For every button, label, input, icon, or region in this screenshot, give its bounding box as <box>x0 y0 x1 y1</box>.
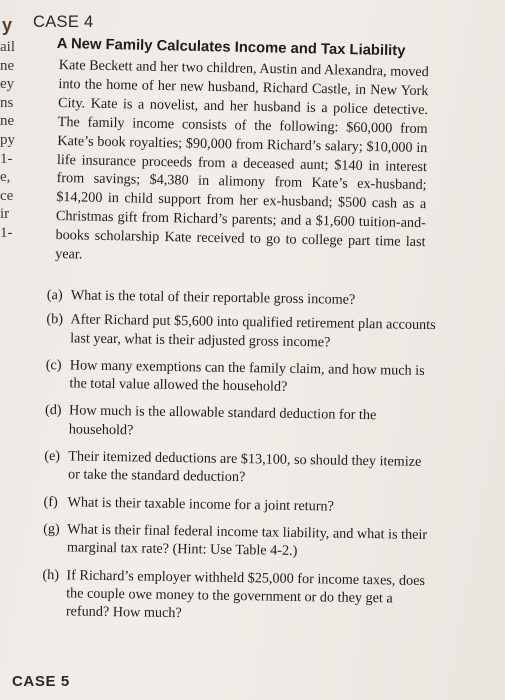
margin-fragment: py <box>0 131 15 148</box>
question-item <box>42 566 433 627</box>
question-label: (c) <box>45 356 62 374</box>
question-text: Their itemized deductions are $13,100, so should they itemize or take the standard deduction? <box>67 448 422 486</box>
question-label: (f) <box>43 493 58 510</box>
question-text: How many exemptions can the family claim, and how much is the total value allowed the household? <box>69 357 425 395</box>
question-text: If Richard’s employer withheld $25,000 for income taxes, does the couple owe money to the government or do they get a refund? How much? <box>65 566 426 622</box>
question-label: (g) <box>43 520 60 538</box>
margin-fragment: ne <box>0 113 15 130</box>
question-item <box>45 356 436 399</box>
question-item <box>43 493 433 517</box>
question-item <box>44 447 435 490</box>
question-text: After Richard put $5,600 into qualified retirement plan accounts last year, what is their adjusted gross income? <box>70 311 436 351</box>
question-item <box>45 401 436 444</box>
margin-fragment: y <box>2 16 13 35</box>
question-text: What is the total of their reportable gross income? <box>70 287 356 308</box>
question-text: How much is the allowable standard deduction for the household? <box>68 402 377 439</box>
question-label: (a) <box>46 286 63 304</box>
margin-fragment: 1- <box>0 224 13 241</box>
question-label: (d) <box>44 402 62 419</box>
case-heading: CASE 4 <box>33 13 94 31</box>
next-case-heading: CASE 5 <box>12 673 70 690</box>
margin-fragment: ir <box>0 206 10 223</box>
question-item <box>47 286 437 310</box>
question-text: What is their taxable income for a joint return? <box>67 494 335 515</box>
case-title: A New Family Calculates Income and Tax Liability <box>56 36 406 60</box>
left-margin-fragments <box>0 16 20 243</box>
question-text: What is their final federal income tax liability, and what is their marginal tax rate? (Hint: Use Table 4-2.) <box>66 521 428 560</box>
margin-fragment: ce <box>0 187 14 204</box>
question-list <box>42 286 437 633</box>
question-label: (h) <box>42 566 60 583</box>
margin-fragment: ns <box>0 94 14 111</box>
margin-fragment: ey <box>0 76 15 93</box>
case-body-paragraph: Kate Beckett and her two children, Austin and Alexandra, moved into the home of her new husband, Richard Castle, in New York City. Kate is a novelist, and her husband is a police detective. The family income consists of the following: $60,000 from Kate’s book royalties; $90,000 from Richard’s salary; $10,000 in life insurance proceeds from a deceased aunt; $140 in interest from savings; $4,380 in alimony from Kate’s ex-husband; $14,200 in child support from her ex-husband; $500 cash as a Christmas gift from Richard’s parents; and a $1,600 tuition-and-books scholarship Kate received to go to college part time last year. <box>55 56 429 263</box>
question-item <box>43 520 434 563</box>
question-label: (e) <box>44 448 61 465</box>
margin-fragment: ne <box>0 57 15 74</box>
margin-fragment: 1- <box>0 150 13 167</box>
margin-fragment: e, <box>0 169 11 186</box>
margin-fragment: ail <box>0 39 15 55</box>
question-label: (b) <box>46 311 64 328</box>
question-item <box>46 310 437 353</box>
